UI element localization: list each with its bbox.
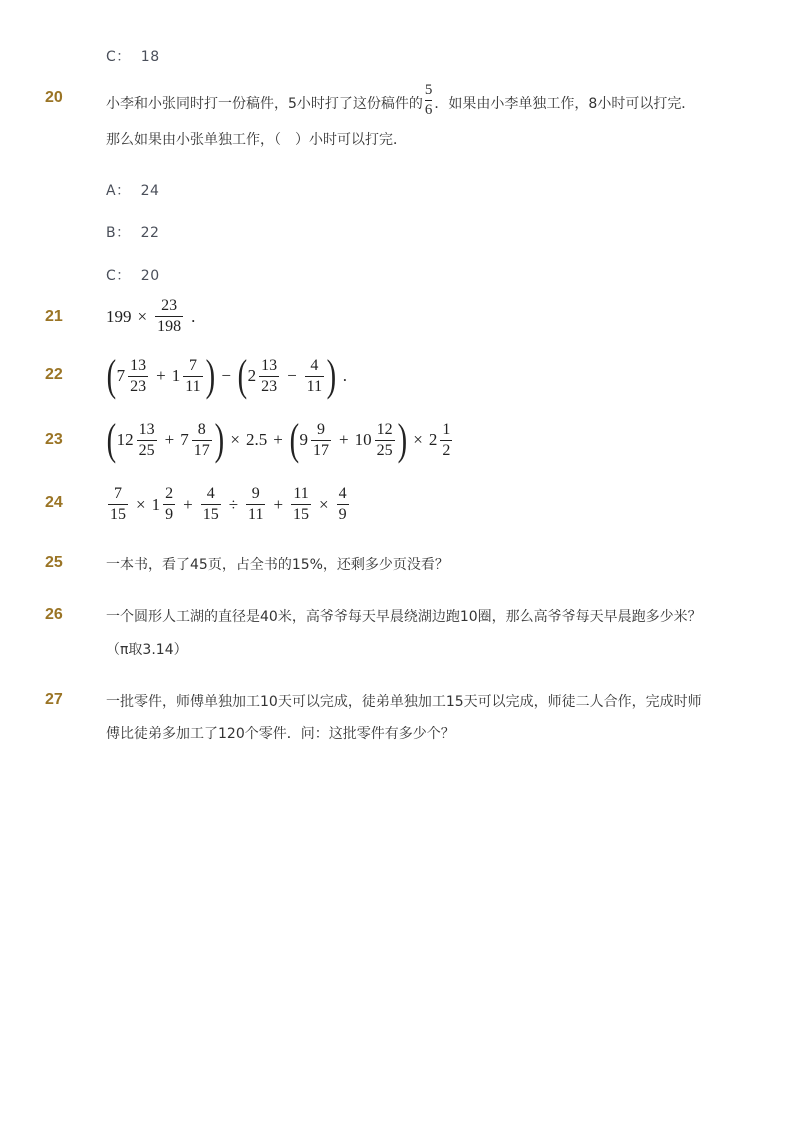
option-value: 18 — [140, 49, 160, 65]
fraction-numerator: 13 — [261, 356, 278, 374]
fraction-numerator: 2 — [165, 485, 174, 502]
fraction-denominator: 9 — [338, 506, 347, 523]
option-value: 24 — [140, 183, 160, 199]
question-number-27: 27 — [45, 691, 63, 708]
option-value: 22 — [140, 225, 160, 241]
fraction — [108, 486, 128, 523]
fraction-denominator: 17 — [193, 441, 210, 459]
whole-number: 2 — [247, 366, 257, 385]
option-value: 20 — [140, 268, 160, 284]
question-number-25: 25 — [45, 554, 63, 571]
left-paren: ( — [106, 415, 117, 464]
q27-line2: 傅比徒弟多加工了120个零件．问：这批零件有多少个？ — [106, 726, 455, 742]
right-paren: ) — [205, 351, 215, 400]
fraction-denominator: 11 — [185, 377, 201, 395]
q26-line1: 一个圆形人工湖的直径是40米，高爷爷每天早晨绕湖边跑10圈，那么高爷爷每天早晨跑多少米？ — [106, 609, 702, 625]
fraction — [291, 486, 311, 523]
fraction-denominator: 2 — [442, 441, 451, 459]
minus-sign: − — [287, 366, 297, 385]
question-number-21: 21 — [45, 308, 63, 325]
q20-option-c — [106, 265, 160, 285]
question-number-22: 22 — [45, 366, 63, 383]
fraction — [305, 358, 324, 395]
fraction — [183, 358, 202, 395]
fraction-denominator: 11 — [248, 506, 264, 523]
option-letter: C： — [106, 49, 131, 65]
fraction-numerator: 5 — [424, 82, 433, 98]
times-sign: × — [230, 430, 240, 449]
q26-line2: （π取3.14） — [106, 642, 188, 658]
whole-number: 7 — [116, 366, 126, 385]
q27-line1: 一批零件，师傅单独加工10天可以完成，徒弟单独加工15天可以完成，师徒二人合作，完成时师 — [106, 694, 702, 710]
fraction-denominator: 6 — [424, 102, 433, 118]
whole-number: 1 — [151, 494, 161, 514]
option-letter: B： — [106, 225, 131, 241]
fraction-denominator: 15 — [110, 506, 126, 523]
times-sign: × — [136, 494, 146, 514]
fraction — [155, 298, 183, 335]
whole-number: 9 — [299, 430, 308, 449]
q20-option-b — [106, 222, 159, 242]
period: . — [191, 306, 196, 326]
fraction — [201, 486, 221, 523]
q20-line1 — [106, 82, 696, 120]
fraction — [163, 486, 175, 523]
left-paren: ( — [237, 351, 247, 400]
fraction-numerator: 9 — [317, 420, 325, 438]
fraction — [259, 358, 279, 395]
fraction-numerator: 13 — [130, 356, 147, 374]
whole-number: 12 — [116, 430, 134, 449]
plus-sign: + — [156, 366, 166, 385]
right-paren: ) — [397, 415, 407, 464]
whole-number: 7 — [180, 430, 189, 449]
fraction-numerator: 7 — [114, 485, 122, 502]
fraction-numerator: 23 — [161, 297, 178, 314]
question-number-20: 20 — [45, 89, 63, 106]
option-letter: A： — [106, 183, 131, 199]
q21-expression — [106, 298, 195, 335]
fraction-denominator: 25 — [376, 441, 393, 459]
fraction-numerator: 4 — [310, 356, 319, 374]
q20-line2: 那么如果由小张单独工作，（ ）小时可以打完． — [106, 132, 407, 148]
fraction-denominator: 15 — [202, 506, 219, 523]
fraction-denominator: 25 — [138, 441, 155, 459]
minus-sign: − — [221, 366, 231, 385]
fraction — [375, 422, 395, 459]
times-sign: × — [413, 430, 423, 449]
whole-number: 10 — [354, 430, 372, 449]
fraction-numerator: 7 — [188, 356, 197, 374]
fraction-denominator: 198 — [157, 318, 182, 335]
right-paren: ) — [214, 415, 224, 464]
fraction-numerator: 9 — [251, 485, 260, 502]
fraction-numerator: 11 — [293, 485, 309, 502]
decimal-number: 2.5 — [246, 430, 268, 449]
left-paren: ( — [106, 351, 117, 400]
plus-sign: + — [164, 430, 175, 449]
q20-text-part1: 小李和小张同时打一份稿件，5小时打了这份稿件的 — [106, 95, 423, 112]
fraction-numerator: 4 — [206, 485, 215, 502]
times-sign: × — [137, 306, 148, 326]
q23-expression — [106, 415, 454, 464]
number: 199 — [106, 306, 132, 326]
q24-expression — [106, 486, 351, 523]
plus-sign: + — [273, 494, 284, 514]
whole-number: 2 — [428, 430, 438, 449]
right-paren: ) — [326, 351, 337, 400]
times-sign: × — [319, 494, 329, 514]
divide-sign: ÷ — [228, 494, 239, 514]
fraction-denominator: 23 — [261, 377, 278, 395]
fraction-numerator: 13 — [138, 420, 155, 438]
option-letter: C： — [106, 268, 131, 284]
fraction-numerator: 12 — [376, 420, 393, 438]
fraction-numerator: 8 — [197, 420, 206, 438]
period: . — [342, 366, 347, 385]
question-number-23: 23 — [45, 431, 63, 448]
plus-sign: + — [183, 494, 193, 514]
q19-option-c — [106, 46, 160, 66]
q22-expression — [106, 351, 347, 400]
q25-text: 一本书，看了45页，占全书的15%，还剩多少页没看？ — [106, 557, 449, 573]
fraction-denominator: 17 — [313, 441, 329, 459]
plus-sign: + — [273, 430, 283, 449]
fraction — [440, 422, 452, 459]
fraction — [246, 486, 265, 523]
q20-fraction — [425, 83, 433, 118]
fraction-numerator: 1 — [442, 420, 451, 438]
fraction — [137, 422, 157, 459]
fraction — [337, 486, 349, 523]
q20-option-a — [106, 180, 159, 200]
fraction-denominator: 11 — [306, 377, 323, 395]
fraction-numerator: 4 — [338, 485, 347, 502]
fraction — [192, 422, 212, 459]
q20-text-part2: ．如果由小李单独工作，8小时可以打完． — [434, 95, 696, 112]
whole-number: 1 — [171, 366, 181, 385]
fraction — [311, 422, 331, 459]
left-paren: ( — [289, 415, 299, 464]
question-number-26: 26 — [45, 606, 63, 623]
question-number-24: 24 — [45, 494, 63, 511]
fraction-denominator: 23 — [130, 377, 147, 395]
fraction — [128, 358, 148, 395]
plus-sign: + — [339, 430, 349, 449]
fraction-denominator: 15 — [293, 506, 310, 523]
fraction-denominator: 9 — [165, 506, 174, 523]
